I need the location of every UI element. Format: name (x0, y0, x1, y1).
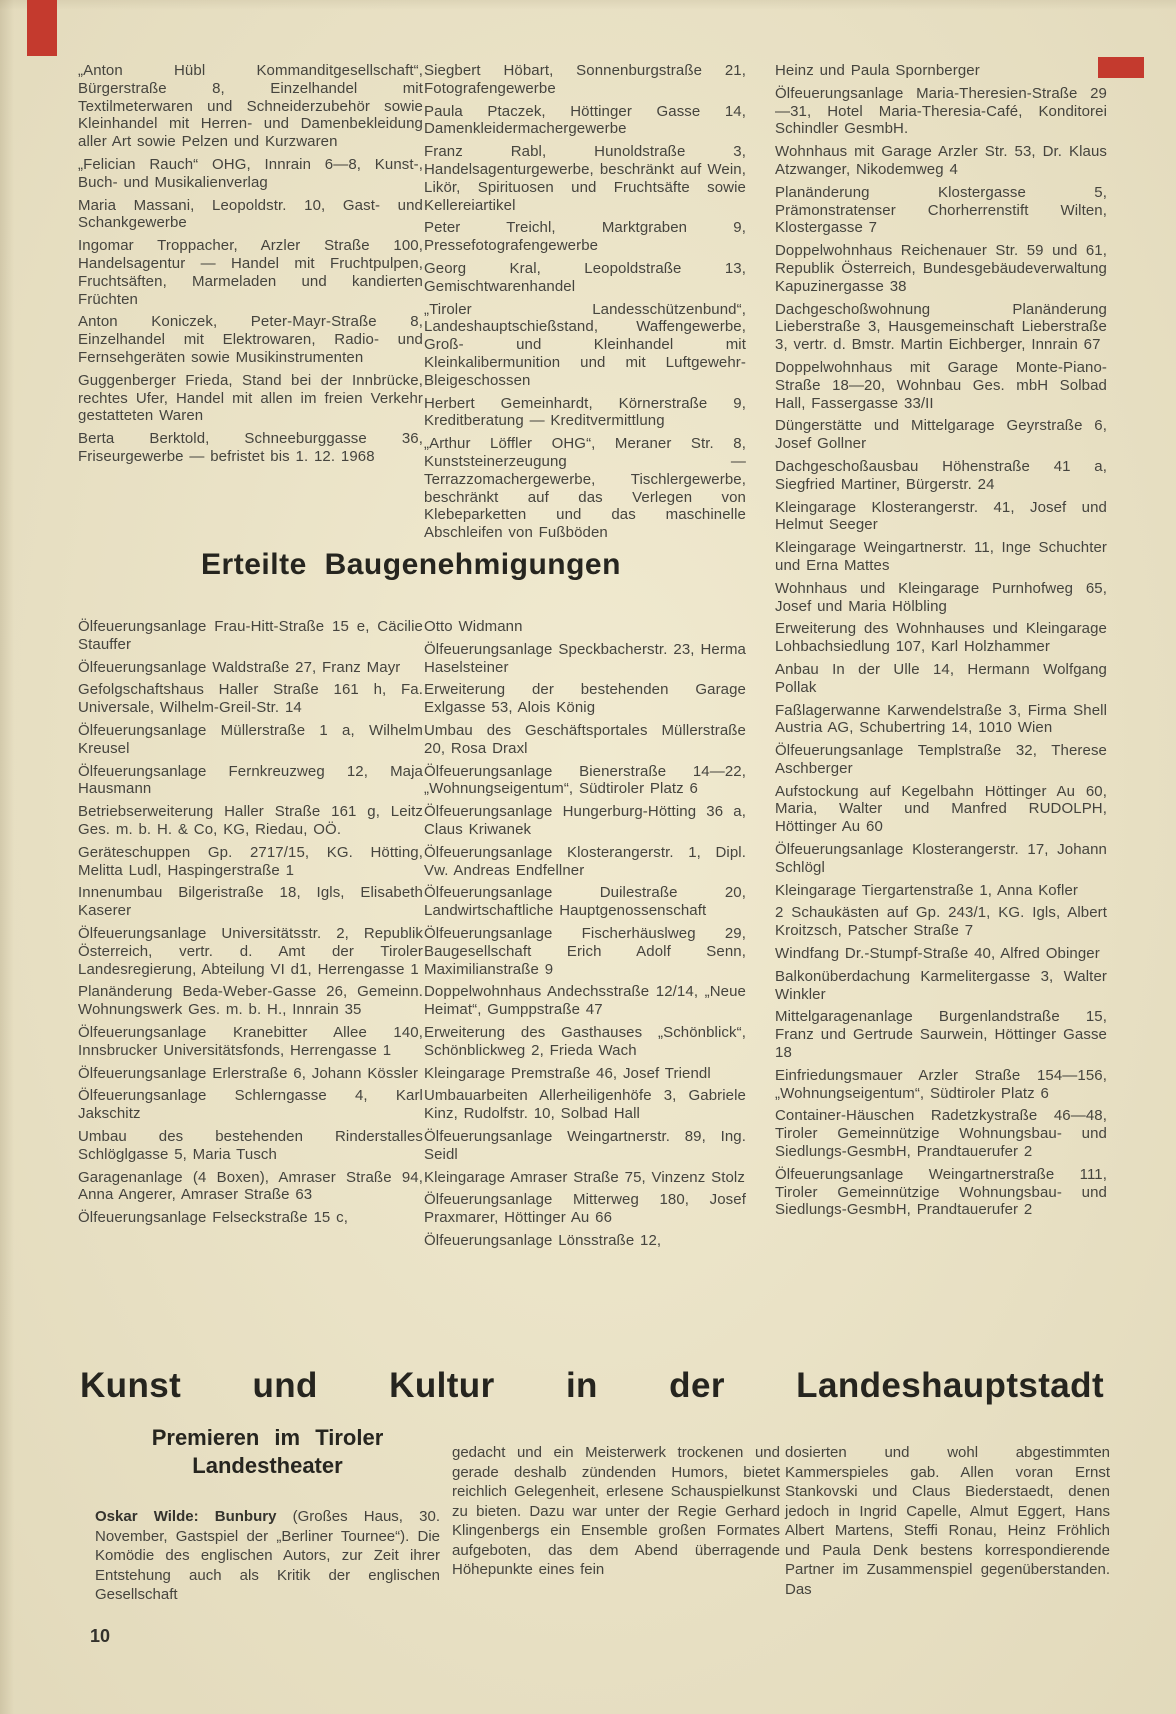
register-entry: Ölfeuerungsanlage Frau-Hitt-Straße 15 e, Cäcilie Stauffer (78, 618, 423, 653)
register-entry: „Anton Hübl Kommanditgesellschaft“, Bürgerstraße 8, Einzelhandel mit Textilmeterwaren und Schneiderzubehör sowie Kleinhandel mit Herren- und Damenbekleidung aller Art sowie Pelzen und Kurzwaren (78, 62, 423, 151)
register-entry: Doppelwohnhaus Reichenauer Str. 59 und 61, Republik Österreich, Bundesgebäudeverwaltung Kapuzinergasse 38 (775, 242, 1107, 295)
register-entry: Planänderung Beda-Weber-Gasse 26, Gemeinn. Wohnungswerk Ges. m. b. H., Innrain 35 (78, 983, 423, 1019)
register-entry: Betriebserweiterung Haller Straße 161 g, Leitz Ges. m. b. H. & Co, KG, Riedau, OÖ. (78, 803, 423, 838)
culture-subheading (95, 1424, 440, 1480)
register-entry: Ölfeuerungsanlage Klosterangerstr. 1, Dipl. Vw. Andreas Endfellner (424, 843, 746, 879)
register-entry: Ölfeuerungsanlage Kranebitter Allee 140, Innsbrucker Universitätsfonds, Herrengasse 1 (78, 1023, 423, 1059)
culture-paragraph-1 (95, 1507, 440, 1605)
culture-section-heading: Kunst und Kultur in der Landeshauptstadt (80, 1366, 1104, 1405)
register-entry: Erweiterung des Wohnhauses und Kleingarage Lohbachsiedlung 107, Karl Holzhammer (775, 620, 1107, 656)
register-entry: Geräteschuppen Gp. 2717/15, KG. Hötting, Melitta Ludl, Haspingerstraße 1 (78, 843, 423, 879)
register-entry: Kleingarage Klosterangerstr. 41, Josef und Helmut Seeger (775, 498, 1107, 534)
register-entry: Dachgeschoßausbau Höhenstraße 41 a, Siegfried Martiner, Bürgerstr. 24 (775, 457, 1107, 493)
permits-section-heading: Erteilte Baugenehmigungen (201, 548, 621, 581)
register-entry: „Arthur Löffler OHG“, Meraner Str. 8, Kunststeinerzeugung — Terrazzomachergewerbe, Tischlergewerbe, beschränkt auf das Verlegen von Klebeparketten und das maschinelle Abschleifen von Fußböden (424, 435, 746, 542)
register-entry: Aufstockung auf Kegelbahn Höttinger Au 60, Maria, Walter und Manfred RUDOLPH, Höttinger Au 60 (775, 782, 1107, 836)
red-registration-mark-top-left (27, 0, 57, 56)
register-entry: Anton Koniczek, Peter-Mayr-Straße 8, Einzelhandel mit Elektrowaren, Radio- und Fernsehgeräten sowie Musikinstrumenten (78, 313, 423, 366)
register-entry: „Tiroler Landesschützenbund“, Landeshauptschießstand, Waffengewerbe, Groß- und Kleinhandel mit Kleinkalibermunition und mit Luftgewehr-Bleigeschossen (424, 300, 746, 389)
register-entry: Umbau des bestehenden Rinderstalles Schlöglgasse 5, Maria Tusch (78, 1127, 423, 1163)
register-entry: Ölfeuerungsanlage Erlerstraße 6, Johann Kössler (78, 1064, 419, 1082)
register-entry: „Felician Rauch“ OHG, Innrain 6—8, Kunst-, Buch- und Musikalienverlag (78, 155, 423, 191)
register-entry: Garagenanlage (4 Boxen), Amraser Straße 94, Anna Angerer, Amraser Straße 63 (78, 1168, 423, 1204)
register-entry: Anbau In der Ulle 14, Hermann Wolfgang Pollak (775, 660, 1107, 696)
register-entry: Ingomar Troppacher, Arzler Straße 100, Handelsagentur — Handel mit Fruchtpulpen, Fruchtsäften, Marmeladen und kandierten Früchten (78, 237, 423, 308)
register-entry: Ölfeuerungsanlage Fischerhäuslweg 29, Baugesellschaft Erich Adolf Senn, Maximilianstraße 9 (424, 924, 746, 978)
register-entry: Innenumbau Bilgeristraße 18, Igls, Elisabeth Kaserer (78, 884, 423, 920)
register-entry: Düngerstätte und Mittelgarage Geyrstraße 6, Josef Gollner (775, 417, 1107, 453)
permits-column-1 (78, 618, 423, 1232)
register-entry: Ölfeuerungsanlage Weingartnerstraße 111, Tiroler Gemeinnützige Wohnungsbau- und Siedlungs-GesmbH, Prandtauerufer 2 (775, 1165, 1107, 1219)
register-entry: Ölfeuerungsanlage Mitterweg 180, Josef Praxmarer, Höttinger Au 66 (424, 1191, 746, 1227)
register-entry: Guggenberger Frieda, Stand bei der Innbrücke, rechtes Ufer, Handel mit allen im freien Verkehr gestatteten Waren (78, 371, 423, 425)
register-entry: Ölfeuerungsanlage Lönsstraße 12, (424, 1231, 662, 1249)
register-entry: Container-Häuschen Radetzkystraße 46—48, Tiroler Gemeinnützige Wohnungsbau- und Siedlungs-GesmbH, Prandtauerufer 2 (775, 1107, 1107, 1161)
register-entry: Franz Rabl, Hunoldstraße 3, Handelsagenturgewerbe, beschränkt auf Wein, Likör, Spirituosen und Fruchtsäfte sowie Kellereiartikel (424, 143, 746, 214)
register-entry: Paula Ptaczek, Höttinger Gasse 14, Damenkleidermachergewerbe (424, 102, 746, 138)
register-entry: Umbauarbeiten Allerheiligenhöfe 3, Gabriele Kinz, Rudolfstr. 10, Solbad Hall (424, 1087, 746, 1123)
register-entry: Ölfeuerungsanlage Templstraße 32, Therese Aschberger (775, 742, 1107, 777)
register-entry: Erweiterung des Gasthauses „Schönblick“, Schönblickweg 2, Frieda Wach (424, 1023, 746, 1059)
register-entry: Kleingarage Tiergartenstraße 1, Anna Kofler (775, 881, 1078, 899)
register-entry: Ölfeuerungsanlage Weingartnerstr. 89, Ing. Seidl (424, 1127, 746, 1163)
register-entry: Ölfeuerungsanlage Schlerngasse 4, Karl Jakschitz (78, 1087, 423, 1123)
culture-paragraph-3: dosierten und wohl abgestimmten Kammerspieles gab. Allen voran Ernst Stankovski und Claus Biederstaedt, denen jedoch in Ingrid Capelle, Almut Eggert, Hans Albert Martens, Steffi Ronau, Heinz Fröhlich und Paula Denk bestens korrespondierende Partner im Zusammenspiel gegenüberstanden. Das (785, 1444, 1110, 1598)
register-entry: Maria Massani, Leopoldstr. 10, Gast- und Schankgewerbe (78, 196, 423, 232)
register-entry: Umbau des Geschäftsportales Müllerstraße 20, Rosa Draxl (424, 721, 746, 757)
register-entry: Otto Widmann (424, 618, 523, 635)
register-entry: Ölfeuerungsanlage Duilestraße 20, Landwirtschaftliche Hauptgenossenschaft (424, 884, 746, 920)
register-entry: Herbert Gemeinhardt, Körnerstraße 9, Kreditberatung — Kreditvermittlung (424, 394, 746, 430)
register-entry: Planänderung Klostergasse 5, Prämonstratenser Chorherrenstift Wilten, Klostergasse 7 (775, 183, 1107, 237)
culture-paragraph-1-lead: Oskar Wilde: Bunbury (95, 1508, 277, 1525)
register-entry: Ölfeuerungsanlage Klosterangerstr. 17, Johann Schlögl (775, 841, 1107, 876)
register-entry: Ölfeuerungsanlage Bienerstraße 14—22, „Wohnungseigentum“, Südtiroler Platz 6 (424, 762, 746, 798)
register-entry: Ölfeuerungsanlage Universitätsstr. 2, Republik Österreich, vertr. d. Amt der Tiroler Landesregierung, Abteilung VI d1, Herrengasse 1 (78, 924, 423, 978)
register-entry: Dachgeschoßwohnung Planänderung Lieberstraße 3, Hausgemeinschaft Lieberstraße 3, vertr. d. Bmstr. Martin Eichberger, Innrain 67 (775, 300, 1107, 354)
permits-right-column (775, 62, 1107, 1224)
register-entry: Peter Treichl, Marktgraben 9, Pressefotografengewerbe (424, 219, 746, 255)
register-entry: Erweiterung der bestehenden Garage Exlgasse 53, Alois König (424, 681, 746, 717)
register-entry: Doppelwohnhaus Andechsstraße 12/14, „Neue Heimat“, Gumppstraße 47 (424, 983, 746, 1019)
register-entry: Ölfeuerungsanlage Waldstraße 27, Franz Mayr (78, 658, 401, 676)
register-entry: Kleingarage Amraser Straße 75, Vinzenz Stolz (424, 1168, 745, 1186)
culture-paragraph-2: gedacht und ein Meisterwerk trockenen und gerade deshalb zündenden Humors, bietet reichlich Gelegenheit, erlesene Schauspielkunst zu bieten. Dazu war unter der Regie Gerhard Klingenbergs ein Ensemble großen Formates aufgeboten, das dem Abend überragende Höhepunkte eines fein (452, 1444, 780, 1578)
register-entry: Georg Kral, Leopoldstraße 13, Gemischtwarenhandel (424, 259, 746, 295)
register-entry: Doppelwohnhaus mit Garage Monte-Piano-Straße 18—20, Wohnbau Ges. mbH Solbad Hall, Fassergasse 33/II (775, 358, 1107, 412)
register-entry: Wohnhaus und Kleingarage Purnhofweg 65, Josef und Maria Hölbling (775, 579, 1107, 615)
business-register-column-2 (424, 62, 746, 547)
register-entry: Ölfeuerungsanlage Müllerstraße 1 a, Wilhelm Kreusel (78, 721, 423, 757)
register-entry: Gefolgschaftshaus Haller Straße 161 h, Fa. Universale, Wilhelm-Greil-Str. 14 (78, 681, 423, 717)
register-entry: Windfang Dr.-Stumpf-Straße 40, Alfred Obinger (775, 945, 1100, 963)
culture-subheading-line2: Landestheater (192, 1453, 343, 1478)
register-entry: Wohnhaus mit Garage Arzler Str. 53, Dr. Klaus Atzwanger, Nikodemweg 4 (775, 143, 1107, 178)
register-entry: Heinz und Paula Spornberger (775, 62, 980, 79)
register-entry: Ölfeuerungsanlage Maria-Theresien-Straße 29—31, Hotel Maria-Theresia-Café, Konditorei Schindler GesmbH. (775, 84, 1107, 138)
register-entry: Ölfeuerungsanlage Speckbacherstr. 23, Herma Haselsteiner (424, 640, 746, 676)
register-entry: 2 Schaukästen auf Gp. 243/1, KG. Igls, Albert Kroitzsch, Patscher Straße 7 (775, 904, 1107, 940)
register-entry: Ölfeuerungsanlage Felseckstraße 15 c, (78, 1209, 349, 1227)
register-entry: Ölfeuerungsanlage Hungerburg-Hötting 36 a, Claus Kriwanek (424, 803, 746, 838)
business-register-column-1 (78, 62, 423, 471)
register-entry: Ölfeuerungsanlage Fernkreuzweg 12, Maja Hausmann (78, 762, 423, 798)
register-entry: Berta Berktold, Schneeburggasse 36, Friseurgewerbe — befristet bis 1. 12. 1968 (78, 430, 423, 465)
register-entry: Kleingarage Weingartnerstr. 11, Inge Schuchter und Erna Mattes (775, 539, 1107, 574)
register-entry: Kleingarage Premstraße 46, Josef Triendl (424, 1064, 711, 1082)
register-entry: Balkonüberdachung Karmelitergasse 3, Walter Winkler (775, 967, 1107, 1003)
culture-subheading-line1: Premieren im Tiroler (151, 1425, 384, 1450)
register-entry: Faßlagerwanne Karwendelstraße 3, Firma Shell Austria AG, Schubertring 14, 1010 Wien (775, 701, 1107, 737)
register-entry: Einfriedungsmauer Arzler Straße 154—156, „Wohnungseigentum“, Südtiroler Platz 6 (775, 1066, 1107, 1102)
register-entry: Siegbert Höbart, Sonnenburgstraße 21, Fotografengewerbe (424, 62, 746, 97)
page-number: 10 (90, 1626, 111, 1646)
culture-paragraph-1-text: (Großes Haus, 30. November, Gastspiel der „Berliner Tournee“). Die Komödie des englischen Autors, zur Zeit ihrer Entstehung auch als Kritik der englischen Gesellschaft (95, 1508, 441, 1603)
register-entry: Mittelgaragenanlage Burgenlandstraße 15, Franz und Gertrude Saurwein, Höttinger Gasse 18 (775, 1008, 1107, 1062)
permits-column-2 (424, 618, 746, 1255)
